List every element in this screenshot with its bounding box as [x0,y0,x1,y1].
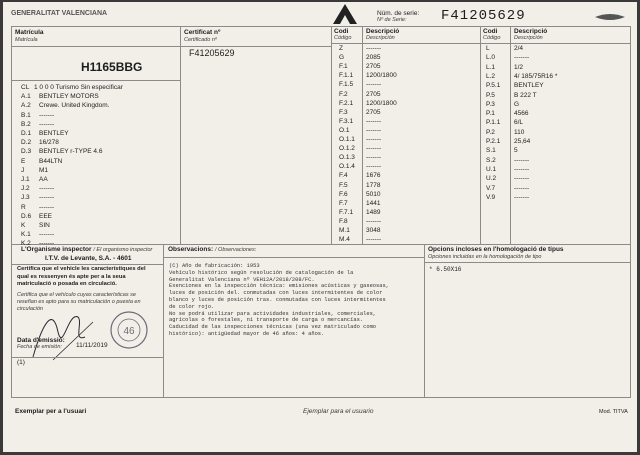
field-value: BENTLEY [39,130,69,137]
right-field-value: ------- [514,184,530,192]
mid-field-value: 2705 [366,108,381,116]
mid-field-value: ------- [366,117,382,125]
right-field-code: S.2 [486,156,496,164]
observaciones-header: Observacions: / Observaciones: [168,246,257,253]
stamp-number: 46 [123,326,135,337]
field-value: ------- [39,194,55,202]
mid-field-value: ------- [366,45,382,52]
mid-field-value: 1676 [366,172,381,180]
field-row: E [21,157,26,165]
mid-field-code: O.1.2 [339,145,355,153]
field-value: ------- [39,111,55,119]
field-value: AA [39,176,48,183]
right-field-code: P.5 [486,91,495,99]
matricula-value: H1165BBG [81,60,143,74]
mid-field-code: F.7 [339,199,348,207]
mid-descripcio-label: Descripció [366,28,400,35]
date-label-it: Fecha de emisión: [17,344,62,350]
mid-codi-label-it: Código [334,35,352,41]
inspector-name: I.T.V. de Levante, S.A. - 4601 [45,255,132,262]
field-row: D.3 [21,148,32,156]
field-value: BENTLEY MOTORS [39,93,99,101]
field-row: J.3 [21,194,30,202]
field-value: ------- [39,231,55,239]
mid-field-code: F.3 [339,108,348,116]
field-value: SIN [39,222,50,229]
field-row: D.6 [21,212,32,220]
mid-field-code: F.1 [339,63,348,71]
itv-card-document [3,2,637,452]
observaciones-text: (C) Año de fabricación: 1953 Vehículo histórico según resolución de catalogación de la Generalitat Valenciana nº VEH12A/2018/208/FC. Exenciones en la inspección técnica: emisiones acústicas y gaseosas, luces de posición del. conmutadas con luces intermitentes de color blanco y luces de posición tras. conmutadas con luces intermitentes de color rojo. No se podrá utilizar para actividades industriales, comerciales, agrícolas o forestales, ni transporte de carga o mercancías. Caducidad de las inspecciones técnicas (una vez matriculado como histórico): antigüedad mayor de 46 años: 4 años. [169,263,389,337]
right-field-value: 1/2 [514,63,524,71]
right-field-value: 5 [514,147,518,155]
right-field-code: P.2.1 [486,138,501,145]
right-field-value: 4/ 185/75R16 * [514,72,558,80]
right-field-code: P.1 [486,110,495,118]
field-row: K.2 [21,240,31,248]
inspector-label-line: L'Organisme inspector / El organismo inspector [21,246,153,253]
mid-field-code: F.7.1 [339,208,354,216]
mid-field-code: O.1.3 [339,154,355,162]
mid-field-value: ------- [366,145,382,153]
right-field-value: 4566 [514,110,529,118]
eu-flag-icon [593,8,627,16]
right-field-code: L.2 [486,72,496,80]
right-field-value: ------- [514,175,530,183]
matricula-label-it: Matrícula [15,37,38,43]
field-row: D.2 [21,139,32,147]
mid-field-code: M.1 [339,227,350,234]
field-value: M1 [39,166,49,174]
field-value: EEE [39,212,53,220]
date-value: 11/11/2019 [76,342,108,349]
right-field-code: L [486,45,490,52]
right-field-code: P.5.1 [486,82,501,90]
date-label: Data d'emissió: [17,337,65,344]
mid-field-code: O.1.4 [339,163,355,171]
right-field-code: P.2 [486,128,495,136]
mid-field-value: ------- [366,236,382,244]
right-field-code: L.1 [486,63,496,71]
field-row: K [21,222,26,229]
mid-field-value: 1778 [366,181,381,189]
right-field-code: S.1 [486,147,496,155]
mid-field-value: 3048 [366,227,381,234]
mid-field-code: F.2.1 [339,99,354,107]
field-row: A.2 [21,102,31,110]
field-value: 1 0 0 0 Turismo Sin especificar [34,84,123,91]
footer-left: Exemplar per a l'usuari [15,408,87,415]
right-field-value: ------- [514,165,530,173]
mid-field-code: F.6 [339,190,348,198]
right-field-code: P.3 [486,100,495,108]
mid-field-value: 1200/1800 [366,72,397,80]
field-row: B.1 [21,111,31,119]
right-field-value: 2/4 [514,45,524,52]
right-field-value: BENTLEY [514,82,544,90]
mid-field-value: 2705 [366,63,381,71]
mid-field-value: ------- [366,81,382,89]
certificado-label-it: Certificado nº [184,37,217,43]
inspector-cert-text: Certifica que el vehicle les característiques del qual es ressenyen és apte per a la seua matriculació o posada en circulació. [17,266,146,287]
certificado-value: F41205629 [189,48,235,58]
right-codi-label-it: Código [483,35,501,41]
mid-field-code: F.1.1 [339,72,354,80]
field-value: B44LTN [39,157,63,165]
right-field-code: L.0 [486,54,496,62]
right-field-value: ------- [514,156,530,164]
mid-field-value: ------- [366,217,382,225]
footer-center: Ejemplar para el usuario [303,408,374,415]
field-value: 16/278 [39,139,59,147]
field-row: K.1 [21,231,31,239]
field-value: Crewe. United Kingdom. [39,102,110,110]
right-field-value: 110 [514,128,525,136]
right-field-code: V.7 [486,184,496,192]
mid-field-code: G [339,54,345,62]
opcions-label: Opcions incloses en l'homologació de tipus [428,246,564,253]
right-field-value: 6/L [514,119,524,127]
mid-field-code: F.1.5 [339,81,354,89]
mid-field-code: F.2 [339,90,348,98]
right-field-code: V.9 [486,193,496,201]
right-field-value: B 222 T [514,91,537,99]
mid-field-value: ------- [366,136,382,143]
right-descripcio-label-it: Descripción [514,35,543,41]
mid-field-value: 2085 [366,54,381,62]
field-row: CL [21,84,30,91]
matricula-label: Matrícula [15,29,44,36]
mid-field-code: F.8 [339,217,348,225]
date-label-block [17,337,65,350]
mid-field-code: O.1 [339,126,350,134]
field-row: A.1 [21,93,31,101]
field-value: BENTLEY r-TYPE 4.6 [39,148,103,156]
field-row: B.2 [21,120,31,128]
right-field-value: G [514,100,520,108]
mid-field-value: ------- [366,163,382,171]
right-field-code: U.2 [486,175,497,183]
mid-descripcio-label-it: Descripción [366,35,395,41]
right-field-code: P.1.1 [486,119,501,127]
field-row: J.1 [21,176,30,183]
mid-field-value: ------- [366,126,382,134]
field-row: J.2 [21,185,30,193]
opcions-label-it: Opciones incluidas en la homologación de tipo [428,254,542,260]
serial-label-it: Nº de Serie: [377,17,407,23]
mid-field-code: Z [339,45,343,52]
field-value: ------- [39,203,55,211]
mid-field-value: 1489 [366,208,381,216]
right-field-value: ------- [514,54,530,62]
mid-field-value: 2705 [366,90,381,98]
official-stamp [109,310,149,350]
right-descripcio-label: Descripció [514,28,548,35]
field-value: ------- [39,120,55,128]
certificado-label: Certificat nº [184,29,221,36]
right-codi-label: Codi [483,28,498,35]
mid-field-code: O.1.1 [339,136,355,143]
serial-number: F41205629 [441,8,526,24]
mid-field-code: F.5 [339,181,348,189]
mid-field-value: 1200/1800 [366,99,397,107]
right-field-value: ------- [514,193,530,201]
opcions-value: * 6.50X16 [429,266,462,273]
serial-label: Núm. de serie: [377,10,420,17]
field-row: D.1 [21,130,32,137]
mid-codi-label: Codi [334,28,349,35]
mid-field-value: 1441 [366,199,381,207]
region-logo-text: GENERALITAT VALENCIANA [11,10,108,17]
mid-field-code: F.3.1 [339,117,354,125]
right-field-code: U.1 [486,165,497,173]
mid-field-code: F.4 [339,172,348,180]
footer-right: Mod. TITVA [599,409,628,415]
mid-field-value: ------- [366,154,382,162]
mid-field-value: 5010 [366,190,381,198]
field-row: J [21,166,25,174]
mid-field-code: M.4 [339,236,350,244]
footnote-marker: (1) [17,359,25,366]
field-value: ------- [39,185,55,193]
right-field-value: 25,64 [514,138,531,145]
field-value: ------- [39,240,55,248]
field-row: R [21,203,26,211]
inspector-cert-text-it: Certifica que el vehículo cuyas características se reseñan es apto para su matriculación o puesta en circulación [17,292,141,312]
